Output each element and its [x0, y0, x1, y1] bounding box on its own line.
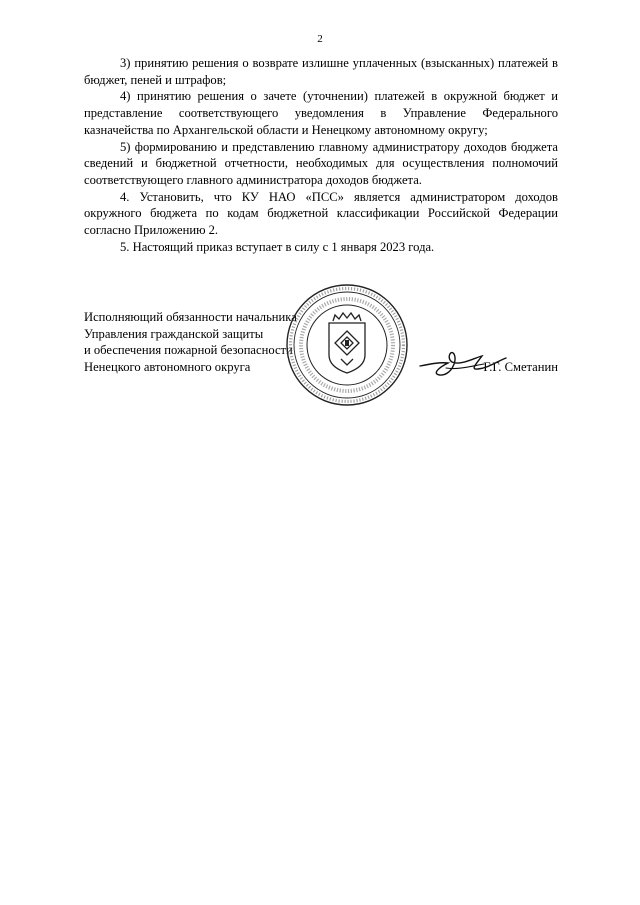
handwritten-signature-icon: [418, 344, 508, 380]
document-body: [84, 55, 558, 255]
page-number: 2: [317, 33, 323, 45]
signer-name: Г.Г. Сметанин: [483, 360, 558, 374]
paragraph-return-decision: 3) принятию решения о возврате излишне уплаченных (взысканных) платежей в бюджет, пеней и штрафов;: [84, 56, 558, 87]
signer-title-line-2: Управления гражданской защиты: [84, 326, 264, 341]
paragraph-effective-date: 5. Настоящий приказ вступает в силу с 1 января 2023 года.: [120, 239, 435, 254]
signer-title-line-4: Ненецкого автономного округа: [84, 360, 251, 375]
signer-title-line-3: и обеспечения пожарной безопасности: [84, 343, 293, 358]
paragraph-offset-decision: 4) принятию решения о зачете (уточнении) платежей в окружной бюджет и представление соответствующего уведомления в Управление Федерального казначейства по Архангельской области и Ненецкому автономному округу;: [84, 89, 558, 137]
paragraph-reporting: 5) формированию и представлению главному администратору доходов бюджета сведений и бюджетной отчетности, необходимых для осуществления полномочий соответствующего главного администратора доходов бюджета.: [84, 139, 558, 187]
official-seal-icon: [285, 283, 409, 407]
signer-title-line-1: Исполняющий обязанности начальника: [84, 310, 297, 324]
paragraph-administrator: 4. Установить, что КУ НАО «ПСС» является администратором доходов окружного бюджета по кодам бюджетной классификации Российской Федерации согласно Приложению 2.: [84, 189, 558, 238]
